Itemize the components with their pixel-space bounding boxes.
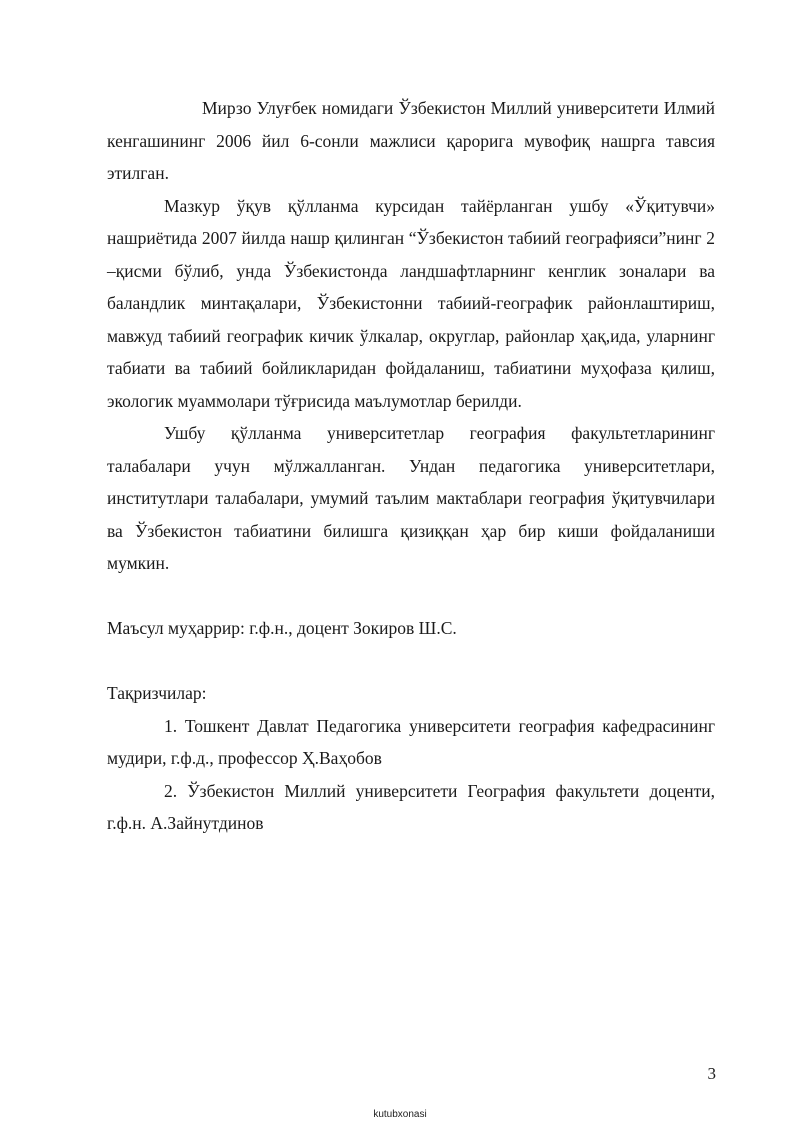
spacer <box>107 580 715 613</box>
page-number: 3 <box>707 1064 716 1083</box>
approval-paragraph: Мирзо Улуғбек номидаги Ўзбекистон Миллий университети Илмий кенгашининг 2006 йил 6-сонли мажлиси қарорига мувофиқ нашрга тавсия этилган. <box>107 98 715 183</box>
spacer <box>107 645 715 678</box>
editor-line: Маъсул муҳаррир: г.ф.н., доцент Зокиров Ш.С. <box>107 618 457 638</box>
reviewer-item: 1. Тошкент Давлат Педагогика университети география кафедрасининг мудири, г.ф.д., профессор Ҳ.Ваҳобов <box>107 715 715 768</box>
reviewers-heading: Тақризчилар: <box>107 683 207 703</box>
reviewer-item: 2. Ўзбекистон Миллий университети География факультети доценти, г.ф.н. А.Зайнутдинов <box>107 780 715 833</box>
page-content <box>107 92 715 840</box>
audience-paragraph: Ушбу қўлланма университетлар география факультетларининг талабалари учун мўлжалланган. Ундан педагогика университетлари, институтлари талабалари, умумий таълим мактаблари география ўқитувчилари ва Ўзбекистон табиатини билишга қизиққан ҳар бир киши фойдаланиши мумкин. <box>107 423 715 573</box>
watermark-text: kutubxonasi <box>373 1109 427 1120</box>
description-paragraph: Мазкур ўқув қўлланма курсидан тайёрланган ушбу «Ўқитувчи» нашриётида 2007 йилда нашр қилинган “Ўзбекистон табиий географияси”нинг 2 –қисми бўлиб, унда Ўзбекистонда ландшафтларнинг кенглик зоналари ва баландлик минтақалари, Ўзбекистонни табиий-географик районлаштириш, мавжуд табиий географик кичик ўлкалар, округлар, районлар ҳақ,ида, уларнинг табиати ва табиий бойликларидан фойдаланиш, табиатини муҳофаза қилиш, экологик муаммолари тўғрисида маълумотлар берилди. <box>107 195 715 411</box>
